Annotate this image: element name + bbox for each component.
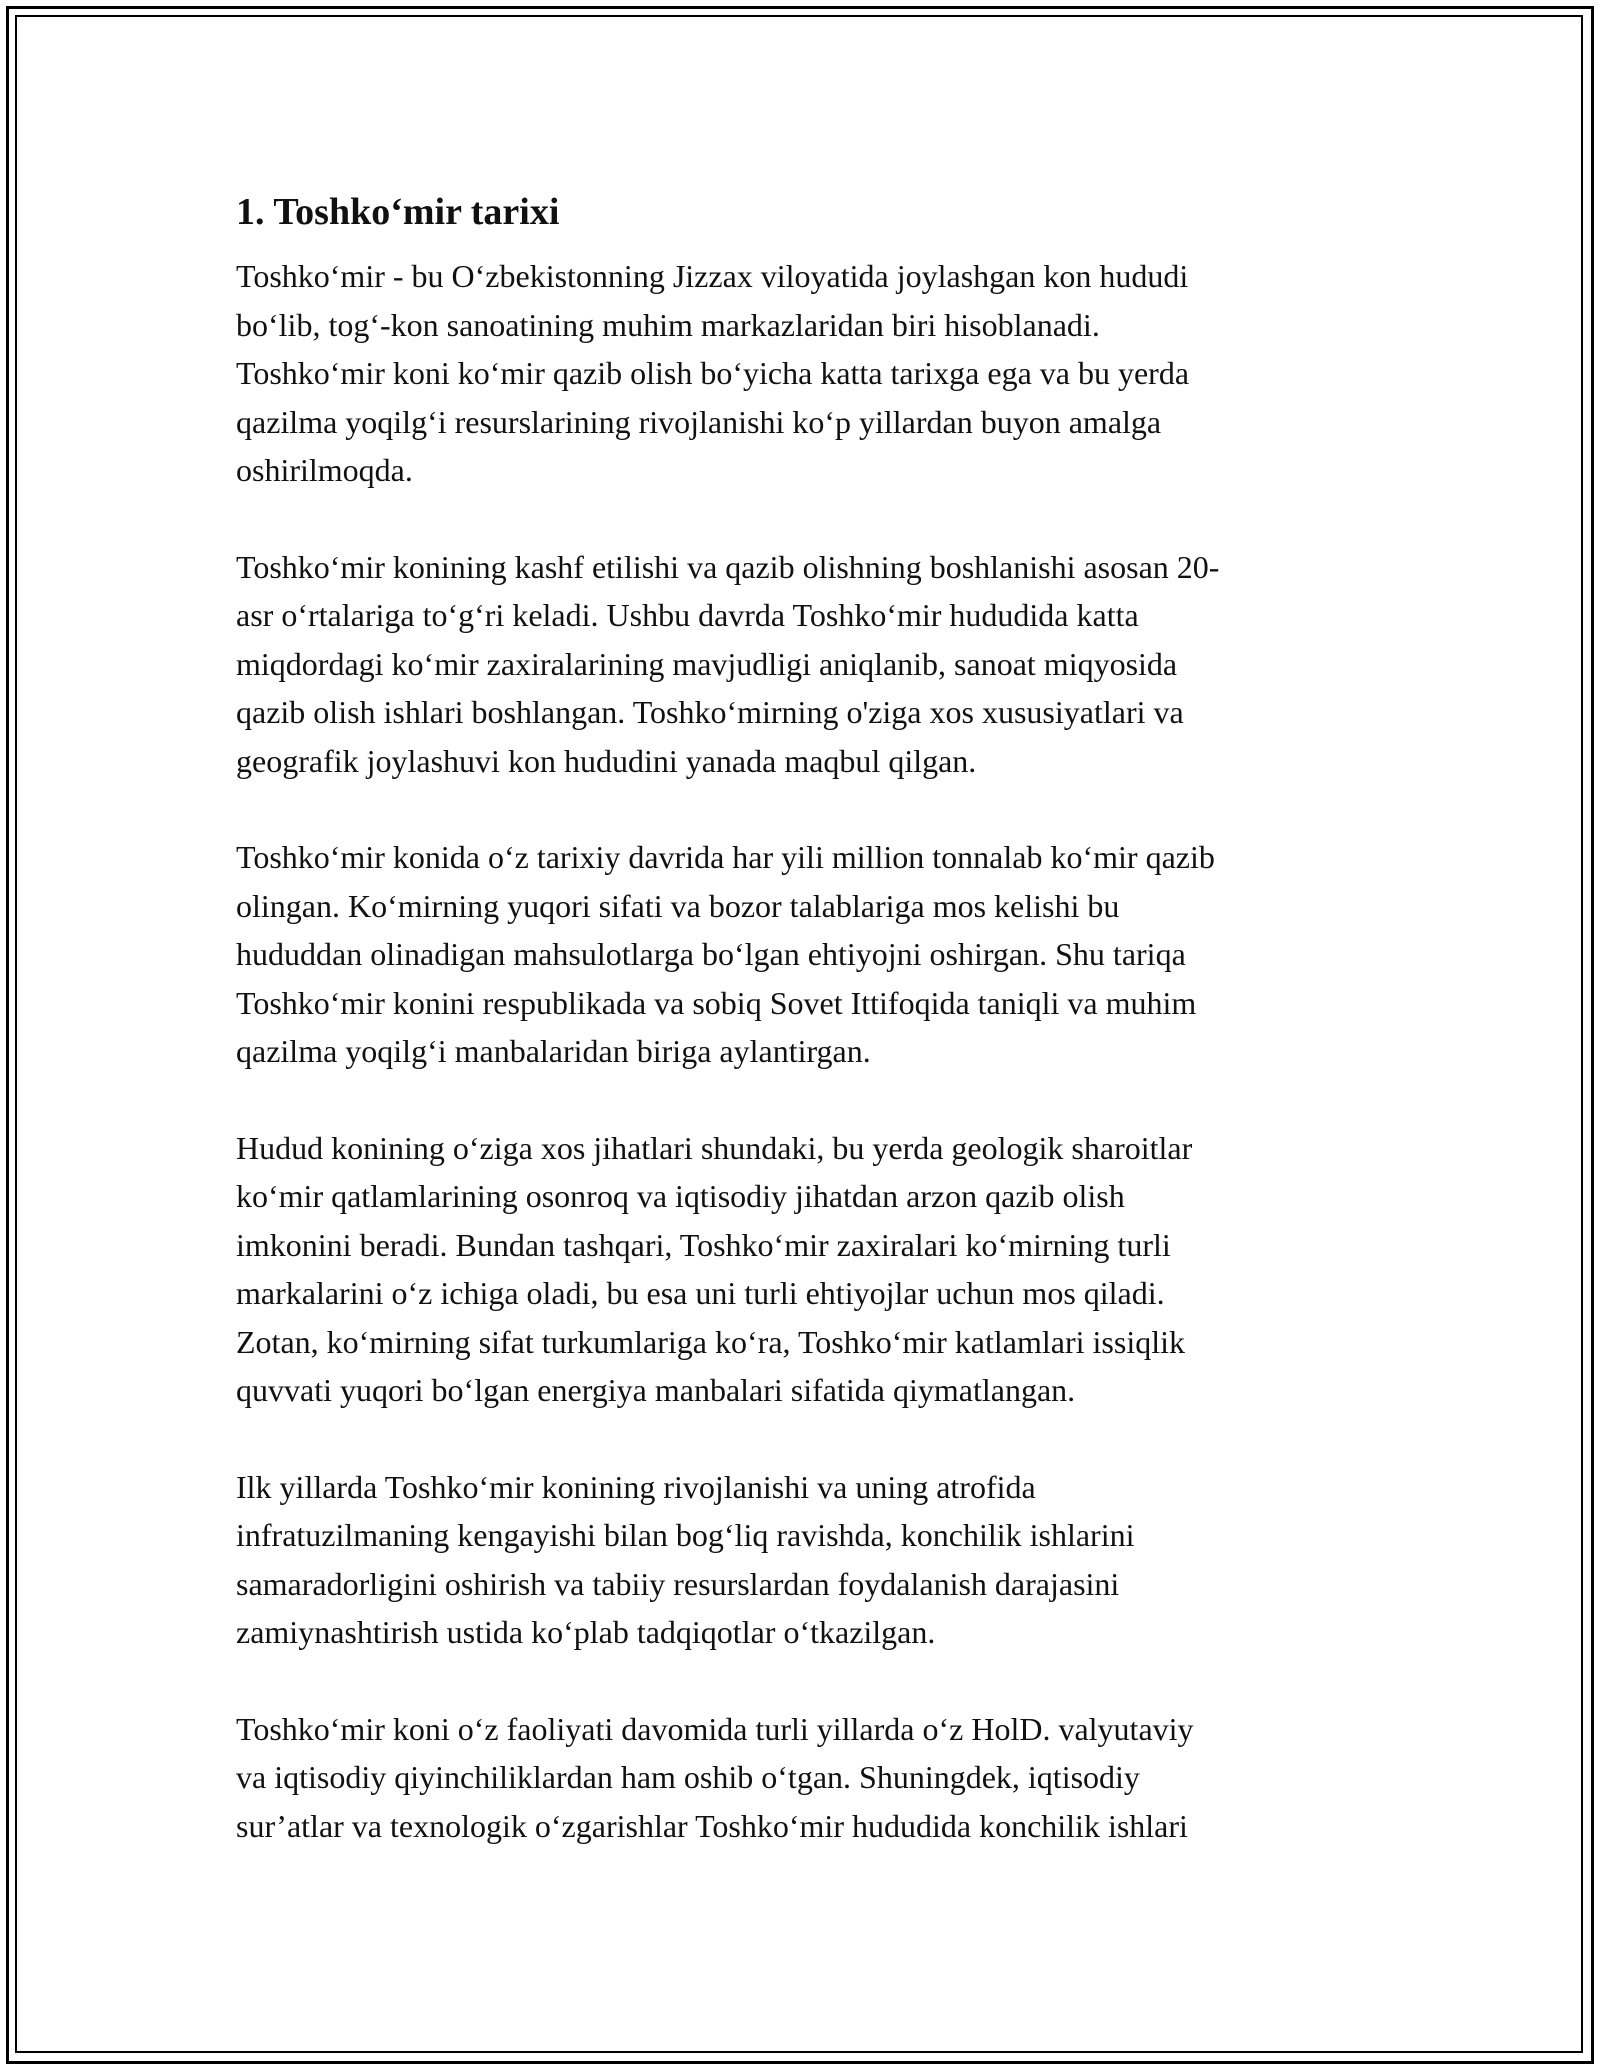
paragraph-3 xyxy=(236,833,1366,1076)
text-line: imkonini beradi. Bundan tashqari, Toshko‘mir zaxiralari ko‘mirning turli xyxy=(236,1226,1171,1263)
text-line: quvvati yuqori bo‘lgan energiya manbalari sifatida qiymatlangan. xyxy=(236,1372,1076,1408)
text-line: hududdan olinadigan mahsulotlarga bo‘lgan ehtiyojni oshirgan. Shu tariqa xyxy=(236,936,1186,972)
text-line: miqdordagi ko‘mir zaxiralarining mavjudligi aniqlanib, sanoat miqyosida xyxy=(236,645,1178,682)
text-line: Toshko‘mir konining kashf etilishi va qazib olishning boshlanishi asosan 20- xyxy=(236,548,1220,585)
text-line: Toshko‘mir konida o‘z tarixiy davrida har yili million tonnalab ko‘mir qazib xyxy=(236,839,1215,875)
section-heading: 1. Toshko‘mir tarixi xyxy=(236,191,560,233)
paragraph-1 xyxy=(236,252,1366,495)
text-line: qazilma yoqilg‘i resurslarining rivojlanishi ko‘p yillardan buyon amalga xyxy=(236,403,1162,440)
text-line: Hudud konining o‘ziga xos jihatlari shundaki, bu yerda geologik sharoitlar xyxy=(236,1129,1193,1166)
text-line: bo‘lib, tog‘-kon sanoatining muhim markazlaridan biri hisoblanadi. xyxy=(236,306,1100,343)
text-line: zamiynashtirish ustida ko‘plab tadqiqotlar o‘tkazilgan. xyxy=(236,1614,936,1650)
paragraph-2 xyxy=(236,543,1366,786)
text-line: ko‘mir qatlamlarining osonroq va iqtisodiy jihatdan arzon qazib olish xyxy=(236,1178,1125,1214)
text-line: Toshko‘mir koni ko‘mir qazib olish bo‘yicha katta tarixga ega va bu yerda xyxy=(236,355,1190,391)
text-line: asr o‘rtalariga to‘g‘ri keladi. Ushbu davrda Toshko‘mir hududida katta xyxy=(236,597,1139,633)
text-line: Ilk yillarda Toshko‘mir konining rivojlanishi va uning atrofida xyxy=(236,1468,1036,1505)
text-line: Toshko‘mir koni o‘z faoliyati davomida turli yillarda o‘z HolD. valyutaviy xyxy=(236,1710,1194,1747)
text-line: infratuzilmaning kengayishi bilan bog‘liq ravishda, konchilik ishlarini xyxy=(236,1517,1135,1553)
document-body xyxy=(236,186,1366,1898)
text-line: Toshko‘mir - bu O‘zbekistonning Jizzax viloyatida joylashgan kon hududi xyxy=(236,258,1189,294)
text-line: olingan. Ko‘mirning yuqori sifati va bozor talablariga mos kelishi bu xyxy=(236,887,1120,924)
text-line: oshirilmoqda. xyxy=(236,452,413,488)
text-line: va iqtisodiy qiyinchiliklardan ham oshib o‘tgan. Shuningdek, iqtisodiy xyxy=(236,1759,1140,1795)
text-line: qazilma yoqilg‘i manbalaridan biriga aylantirgan. xyxy=(236,1033,871,1069)
text-line: samaradorligini oshirish va tabiiy resurslardan foydalanish darajasini xyxy=(236,1565,1120,1602)
text-line: Toshko‘mir konini respublikada va sobiq Sovet Ittifoqida taniqli va muhim xyxy=(236,984,1197,1021)
text-line: Zotan, ko‘mirning sifat turkumlariga ko‘ra, Toshko‘mir katlamlari issiqlik xyxy=(236,1323,1185,1360)
text-line: geografik joylashuvi kon hududini yanada maqbul qilgan. xyxy=(236,742,977,779)
paragraph-6 xyxy=(236,1705,1366,1851)
paragraph-5 xyxy=(236,1463,1366,1657)
text-line: markalarini o‘z ichiga oladi, bu esa uni turli ehtiyojlar uchun mos qiladi. xyxy=(236,1275,1165,1311)
paragraph-4 xyxy=(236,1124,1366,1415)
text-line: sur’atlar va texnologik o‘zgarishlar Toshko‘mir hududida konchilik ishlari xyxy=(236,1807,1188,1844)
text-line: qazib olish ishlari boshlangan. Toshko‘mirning o'ziga xos xususiyatlari va xyxy=(236,694,1184,730)
